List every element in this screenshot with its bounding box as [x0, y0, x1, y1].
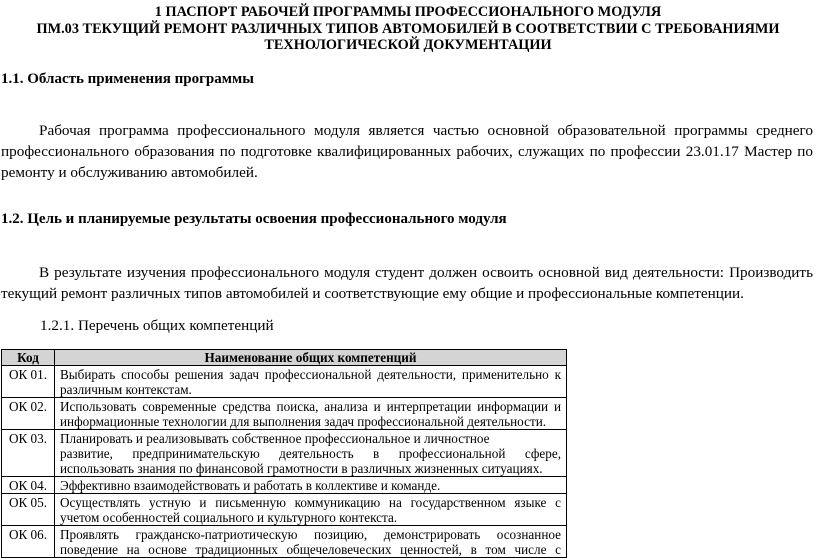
- competency-line: Осуществлять устную и письменную коммуникацию на государственном языке с: [60, 495, 561, 510]
- competency-line: Эффективно взаимодействовать и работать в коллективе и команде.: [60, 478, 441, 493]
- table-row: [2, 494, 567, 526]
- table-header-row: [2, 350, 567, 366]
- competency-name: [55, 398, 567, 430]
- competency-line: Планировать и реализовывать собственное профессиональное и личностное: [60, 431, 490, 446]
- competency-name: [55, 477, 567, 494]
- competency-line: использовать знания по финансовой грамотности в различных жизненных ситуациях.: [60, 461, 543, 476]
- competency-line: поведение на основе традиционных общечеловеческих ценностей, в том числе с: [60, 542, 561, 557]
- column-header-name: Наименование общих компетенций: [55, 350, 567, 366]
- competency-name: [55, 526, 567, 558]
- table-row: [2, 477, 567, 494]
- competency-line: различным контекстам.: [60, 382, 192, 397]
- column-header-code: Код: [2, 350, 55, 366]
- paragraph-line: ремонту и обслуживанию автомобилей.: [1, 164, 258, 181]
- paragraph-line: текущий ремонт различных типов автомобилей и соответствующие ему общие и профессиональные компетенции.: [1, 285, 744, 302]
- table-row: [2, 366, 567, 398]
- competency-name: [55, 430, 567, 477]
- table-row: [2, 526, 567, 558]
- competency-line: Проявлять гражданско-патриотическую позицию, демонстрировать осознанное: [60, 527, 561, 542]
- title-line-1: 1 ПАСПОРТ РАБОЧЕЙ ПРОГРАММЫ ПРОФЕССИОНАЛЬНОГО МОДУЛЯ: [154, 4, 662, 20]
- section-1-1-heading: 1.1. Область применения программы: [1, 71, 254, 87]
- section-1-2-heading: 1.2. Цель и планируемые результаты освоения профессионального модуля: [1, 211, 507, 227]
- competency-code: ОК 01.: [2, 366, 55, 398]
- competency-line: развитие, предпринимательскую деятельность в профессиональной сфере,: [60, 446, 561, 461]
- competency-line: учетом особенностей социального и культурного контекста.: [60, 510, 398, 525]
- paragraph-line: Рабочая программа профессионального модуля является частью основной образовательной программы среднего: [39, 122, 813, 139]
- competency-name: [55, 494, 567, 526]
- title-line-3: ТЕХНОЛОГИЧЕСКОЙ ДОКУМЕНТАЦИИ: [264, 37, 552, 53]
- competency-name: [55, 366, 567, 398]
- table-row: [2, 430, 567, 477]
- competencies-subheading: 1.2.1. Перечень общих компетенций: [40, 317, 274, 334]
- competency-line: Выбирать способы решения задач профессиональной деятельности, применительно к: [60, 367, 561, 382]
- paragraph-line: профессионального образования по подготовке квалифицированных рабочих, служащих по профессии 23.01.17 Мастер по: [1, 143, 813, 160]
- title-line-2: ПМ.03 ТЕКУЩИЙ РЕМОНТ РАЗЛИЧНЫХ ТИПОВ АВТОМОБИЛЕЙ В СООТВЕТСТВИИ С ТРЕБОВАНИЯМИ: [36, 20, 780, 37]
- competency-code: ОК 05.: [2, 494, 55, 526]
- competency-code: ОК 06.: [2, 526, 55, 558]
- competency-line: Использовать современные средства поиска, анализа и интерпретации информации и: [60, 399, 561, 414]
- competencies-table: [1, 349, 567, 558]
- table-row: [2, 398, 567, 430]
- document-title: [0, 4, 816, 54]
- competency-line: информационные технологии для выполнения задач профессиональной деятельности.: [60, 414, 547, 429]
- competency-code: ОК 03.: [2, 430, 55, 477]
- section-1-1-paragraph: [1, 120, 813, 183]
- section-1-2-paragraph: [1, 262, 813, 304]
- competency-code: ОК 02.: [2, 398, 55, 430]
- competency-code: ОК 04.: [2, 477, 55, 494]
- paragraph-line: В результате изучения профессионального модуля студент должен освоить основной вид деятельности: Производить: [39, 264, 813, 281]
